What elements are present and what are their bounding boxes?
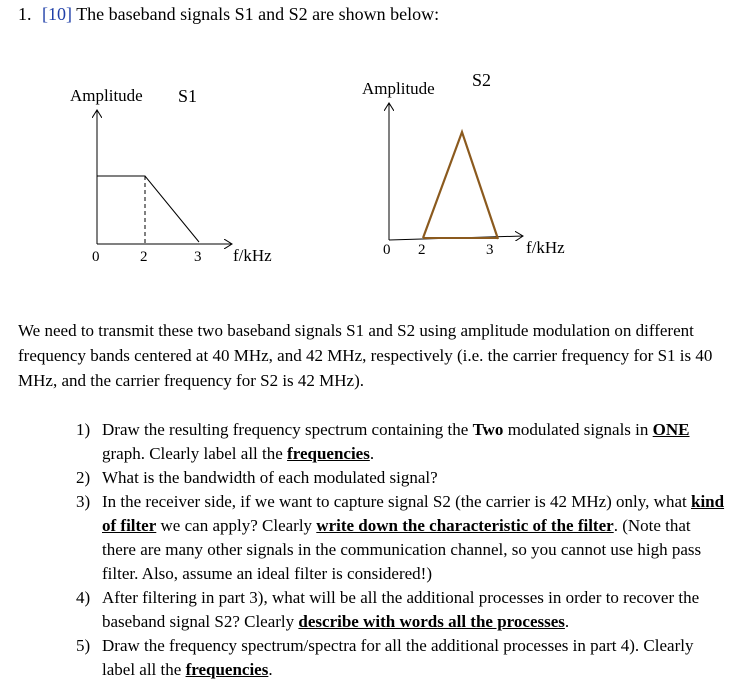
task-bold-underlined: ONE [652,420,690,439]
task-number: 4) [76,588,91,607]
s1-name-label: S1 [178,86,198,106]
task-item [62,418,726,466]
question-number: 1. [18,4,32,24]
s2-amplitude-label: Amplitude [362,79,435,98]
task-item [62,634,726,682]
task-text: What is the bandwidth of each modulated signal? [102,468,438,487]
s1-x-label: f/kHz [233,246,272,265]
task-text: After filtering in part 3), what will be all the additional processes in order to recover the baseband signal S2? Clearly [102,588,700,631]
task-number: 5) [76,636,91,655]
task-number: 3) [76,492,91,511]
s2-tick-2: 2 [418,242,426,258]
task-text: Draw the frequency spectrum/spectra for all the additional processes in part 4). Clearly label all the [102,636,694,679]
task-item [62,490,726,586]
task-text: In the receiver side, if we want to capture signal S2 (the carrier is 42 MHz) only, what [102,492,691,511]
s1-tick-3: 3 [194,249,202,265]
task-text: . (Note that there are many other signals in the communication channel, so you cannot use high pass filter. Also, assume an ideal filter is considered!) [102,516,702,583]
task-bold-underlined: write down the characteristic of the filter [316,516,614,535]
s2-tick-0: 0 [383,242,391,258]
s2-tick-3: 3 [486,242,494,258]
task-bold-underlined: kind of filter [102,492,725,535]
baseband-figures [0,0,740,300]
task-bold-underlined: describe with words all the processes [298,612,565,631]
question-title: The baseband signals S1 and S2 are shown below: [76,4,440,24]
task-text: modulated signals in [503,420,653,439]
task-number: 2) [76,468,91,487]
task-text: . [268,660,273,679]
task-text: Draw the resulting frequency spectrum containing the [102,420,473,439]
s1-spectrum [97,176,199,242]
intro-paragraph [18,318,724,393]
task-bold-underlined: frequencies [185,660,269,679]
task-bold: Two [472,420,504,439]
task-item [62,586,726,634]
s1-tick-2: 2 [140,249,148,265]
s2-name-label: S2 [472,70,492,90]
task-bold-underlined: frequencies [287,444,370,463]
task-item [62,466,726,490]
s2-x-label: f/kHz [526,238,565,257]
task-text: we can apply? Clearly [156,516,317,535]
s1-plot [97,110,232,244]
task-text: . [564,612,570,631]
task-text: . [369,444,375,463]
intro-text: We need to transmit these two baseband signals S1 and S2 using amplitude modulation on different frequency bands centered at 40 MHz, and 42 MHz, respectively (i.e. the carrier frequency for S1 is 40 MHz, and the carrier frequency for S2 is 42 MHz). [18,321,713,390]
task-text: graph. Clearly label all the [102,444,288,463]
question-points: [10] [42,4,72,24]
task-list [62,418,726,682]
s2-spectrum [423,132,498,239]
s1-amplitude-label: Amplitude [70,86,143,105]
s1-tick-0: 0 [92,249,100,265]
task-number: 1) [76,420,91,439]
s2-plot [389,103,523,240]
